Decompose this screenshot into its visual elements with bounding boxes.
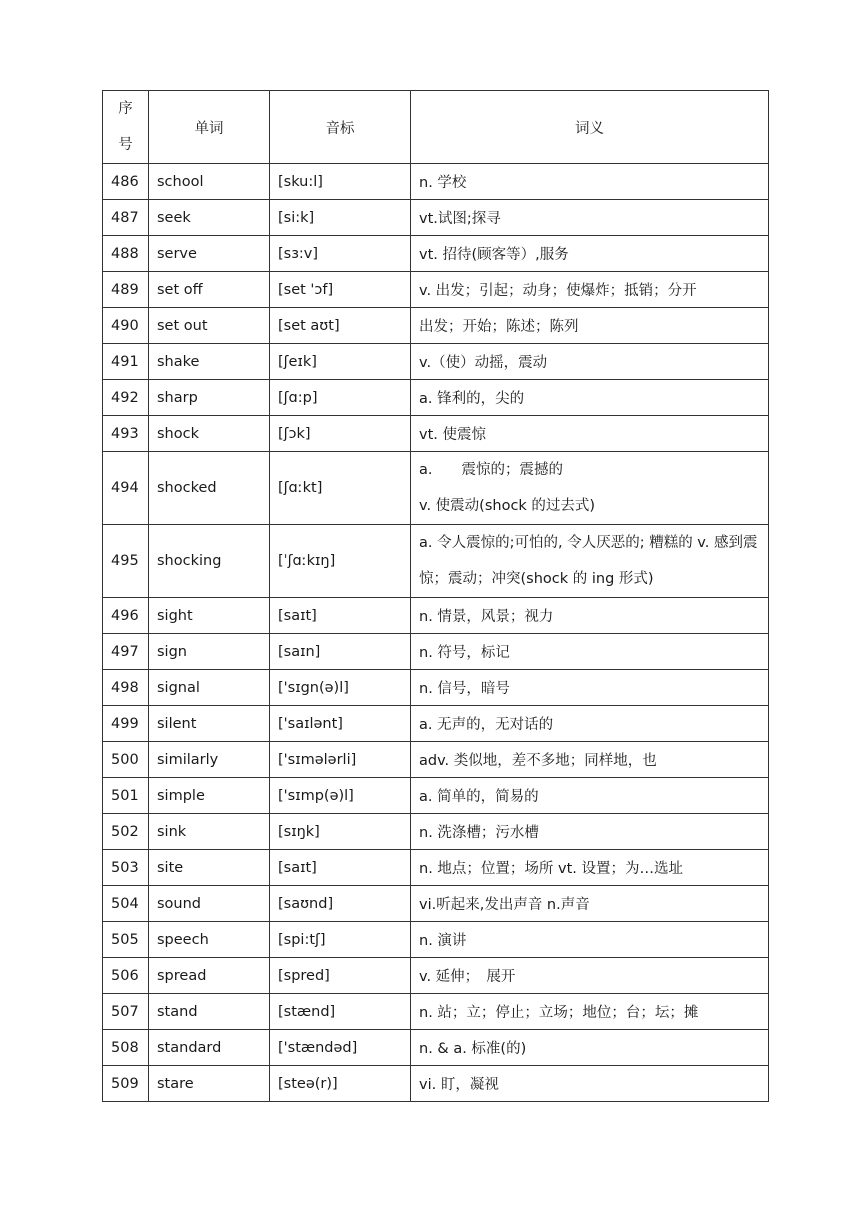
row-number: 493 <box>103 416 149 452</box>
row-phonetic: ['sɪmp(ə)l] <box>270 778 411 814</box>
row-phonetic: ['sɪmələrli] <box>270 742 411 778</box>
row-phonetic: [ʃɔk] <box>270 416 411 452</box>
row-number: 487 <box>103 200 149 236</box>
row-meaning: n. 信号，暗号 <box>411 670 769 706</box>
row-meaning: n. 符号，标记 <box>411 634 769 670</box>
row-number: 501 <box>103 778 149 814</box>
row-word: shake <box>149 344 270 380</box>
row-phonetic: [sɪŋk] <box>270 814 411 850</box>
table-row <box>103 814 769 850</box>
row-meaning: vi. 盯，凝视 <box>411 1066 769 1102</box>
row-meaning: vt. 招待(顾客等）,服务 <box>411 236 769 272</box>
row-meaning: a. 简单的，简易的 <box>411 778 769 814</box>
row-number: 491 <box>103 344 149 380</box>
row-word: serve <box>149 236 270 272</box>
row-word: signal <box>149 670 270 706</box>
row-meaning: vi.听起来,发出声音 n.声音 <box>411 886 769 922</box>
row-phonetic: [spi:tʃ] <box>270 922 411 958</box>
row-meaning: n. 站；立；停止；立场；地位；台；坛；摊 <box>411 994 769 1030</box>
row-number: 488 <box>103 236 149 272</box>
row-phonetic: [set aʊt] <box>270 308 411 344</box>
row-word: similarly <box>149 742 270 778</box>
row-phonetic: [ʃeɪk] <box>270 344 411 380</box>
row-word: stare <box>149 1066 270 1102</box>
row-phonetic: ['stændəd] <box>270 1030 411 1066</box>
row-phonetic: [ʃɑ:p] <box>270 380 411 416</box>
row-phonetic: ['sɪgn(ə)l] <box>270 670 411 706</box>
row-word: speech <box>149 922 270 958</box>
table-row <box>103 525 769 598</box>
row-phonetic: [saɪt] <box>270 598 411 634</box>
row-number: 503 <box>103 850 149 886</box>
table-row <box>103 994 769 1030</box>
row-meaning: n. 学校 <box>411 164 769 200</box>
row-word: sharp <box>149 380 270 416</box>
row-meaning: n. 演讲 <box>411 922 769 958</box>
row-phonetic: [stænd] <box>270 994 411 1030</box>
row-word: shock <box>149 416 270 452</box>
table-row <box>103 452 769 525</box>
row-word: school <box>149 164 270 200</box>
row-number: 495 <box>103 525 149 598</box>
row-word: site <box>149 850 270 886</box>
row-number: 506 <box>103 958 149 994</box>
row-number: 500 <box>103 742 149 778</box>
row-phonetic: [si:k] <box>270 200 411 236</box>
row-meaning <box>411 452 769 525</box>
row-word: sound <box>149 886 270 922</box>
table-row <box>103 272 769 308</box>
row-meaning: v.（使）动摇，震动 <box>411 344 769 380</box>
row-number: 496 <box>103 598 149 634</box>
table-row <box>103 416 769 452</box>
table-row <box>103 1066 769 1102</box>
row-meaning: a. 锋利的，尖的 <box>411 380 769 416</box>
row-word: simple <box>149 778 270 814</box>
row-number: 504 <box>103 886 149 922</box>
table-row <box>103 958 769 994</box>
row-phonetic: [sɜ:v] <box>270 236 411 272</box>
row-number: 507 <box>103 994 149 1030</box>
row-meaning: v. 出发；引起；动身；使爆炸；抵销；分开 <box>411 272 769 308</box>
table-row <box>103 164 769 200</box>
row-phonetic: [spred] <box>270 958 411 994</box>
row-number: 509 <box>103 1066 149 1102</box>
row-phonetic: [sku:l] <box>270 164 411 200</box>
row-meaning: a. 令人震惊的;可怕的, 令人厌恶的; 糟糕的 v. 感到震惊；震动；冲突(shock 的 ing 形式) <box>411 525 769 598</box>
table-row <box>103 598 769 634</box>
row-number: 505 <box>103 922 149 958</box>
row-number: 502 <box>103 814 149 850</box>
row-phonetic: [steə(r)] <box>270 1066 411 1102</box>
row-number: 492 <box>103 380 149 416</box>
header-phonetic: 音标 <box>270 91 411 164</box>
row-meaning-line: a. 震惊的；震撼的 <box>419 462 563 478</box>
header-number-top: 序 <box>118 101 133 117</box>
table-row <box>103 886 769 922</box>
table-row <box>103 706 769 742</box>
row-meaning: n. 地点；位置；场所 vt. 设置；为…选址 <box>411 850 769 886</box>
row-meaning: a. 无声的，无对话的 <box>411 706 769 742</box>
row-word: stand <box>149 994 270 1030</box>
row-number: 489 <box>103 272 149 308</box>
row-number: 494 <box>103 452 149 525</box>
row-number: 490 <box>103 308 149 344</box>
row-number: 499 <box>103 706 149 742</box>
table-row <box>103 236 769 272</box>
row-meaning: n. & a. 标准(的) <box>411 1030 769 1066</box>
row-meaning: vt. 使震惊 <box>411 416 769 452</box>
table-row <box>103 308 769 344</box>
row-phonetic: [saɪn] <box>270 634 411 670</box>
vocabulary-table <box>102 90 769 1102</box>
row-meaning: vt.试图;探寻 <box>411 200 769 236</box>
row-word: shocked <box>149 452 270 525</box>
row-word: set out <box>149 308 270 344</box>
table-row <box>103 200 769 236</box>
table-row <box>103 670 769 706</box>
row-meaning: 出发；开始；陈述；陈列 <box>411 308 769 344</box>
row-word: seek <box>149 200 270 236</box>
row-phonetic: [ʃɑːkt] <box>270 452 411 525</box>
row-word: shocking <box>149 525 270 598</box>
row-word: spread <box>149 958 270 994</box>
table-row <box>103 344 769 380</box>
header-number-bottom: 号 <box>118 137 133 153</box>
table-row <box>103 1030 769 1066</box>
row-meaning: n. 洗涤槽；污水槽 <box>411 814 769 850</box>
row-meaning: n. 情景，风景；视力 <box>411 598 769 634</box>
row-word: standard <box>149 1030 270 1066</box>
row-number: 508 <box>103 1030 149 1066</box>
row-word: set off <box>149 272 270 308</box>
row-phonetic: [ˈʃɑːkɪŋ] <box>270 525 411 598</box>
header-number <box>103 91 149 164</box>
row-phonetic: [set 'ɔf] <box>270 272 411 308</box>
table-row <box>103 850 769 886</box>
header-meaning: 词义 <box>411 91 769 164</box>
row-meaning: adv. 类似地，差不多地；同样地，也 <box>411 742 769 778</box>
row-word: sink <box>149 814 270 850</box>
row-phonetic: ['saɪlənt] <box>270 706 411 742</box>
row-word: sign <box>149 634 270 670</box>
row-word: sight <box>149 598 270 634</box>
header-word: 单词 <box>149 91 270 164</box>
header-row <box>103 91 769 164</box>
row-phonetic: [saɪt] <box>270 850 411 886</box>
table-row <box>103 778 769 814</box>
row-word: silent <box>149 706 270 742</box>
table-row <box>103 742 769 778</box>
row-meaning-line: v. 使震动(shock 的过去式) <box>419 498 596 514</box>
row-number: 498 <box>103 670 149 706</box>
table-row <box>103 634 769 670</box>
row-phonetic: [saʊnd] <box>270 886 411 922</box>
row-number: 486 <box>103 164 149 200</box>
row-meaning: v. 延伸； 展开 <box>411 958 769 994</box>
row-number: 497 <box>103 634 149 670</box>
table-row <box>103 922 769 958</box>
table-row <box>103 380 769 416</box>
